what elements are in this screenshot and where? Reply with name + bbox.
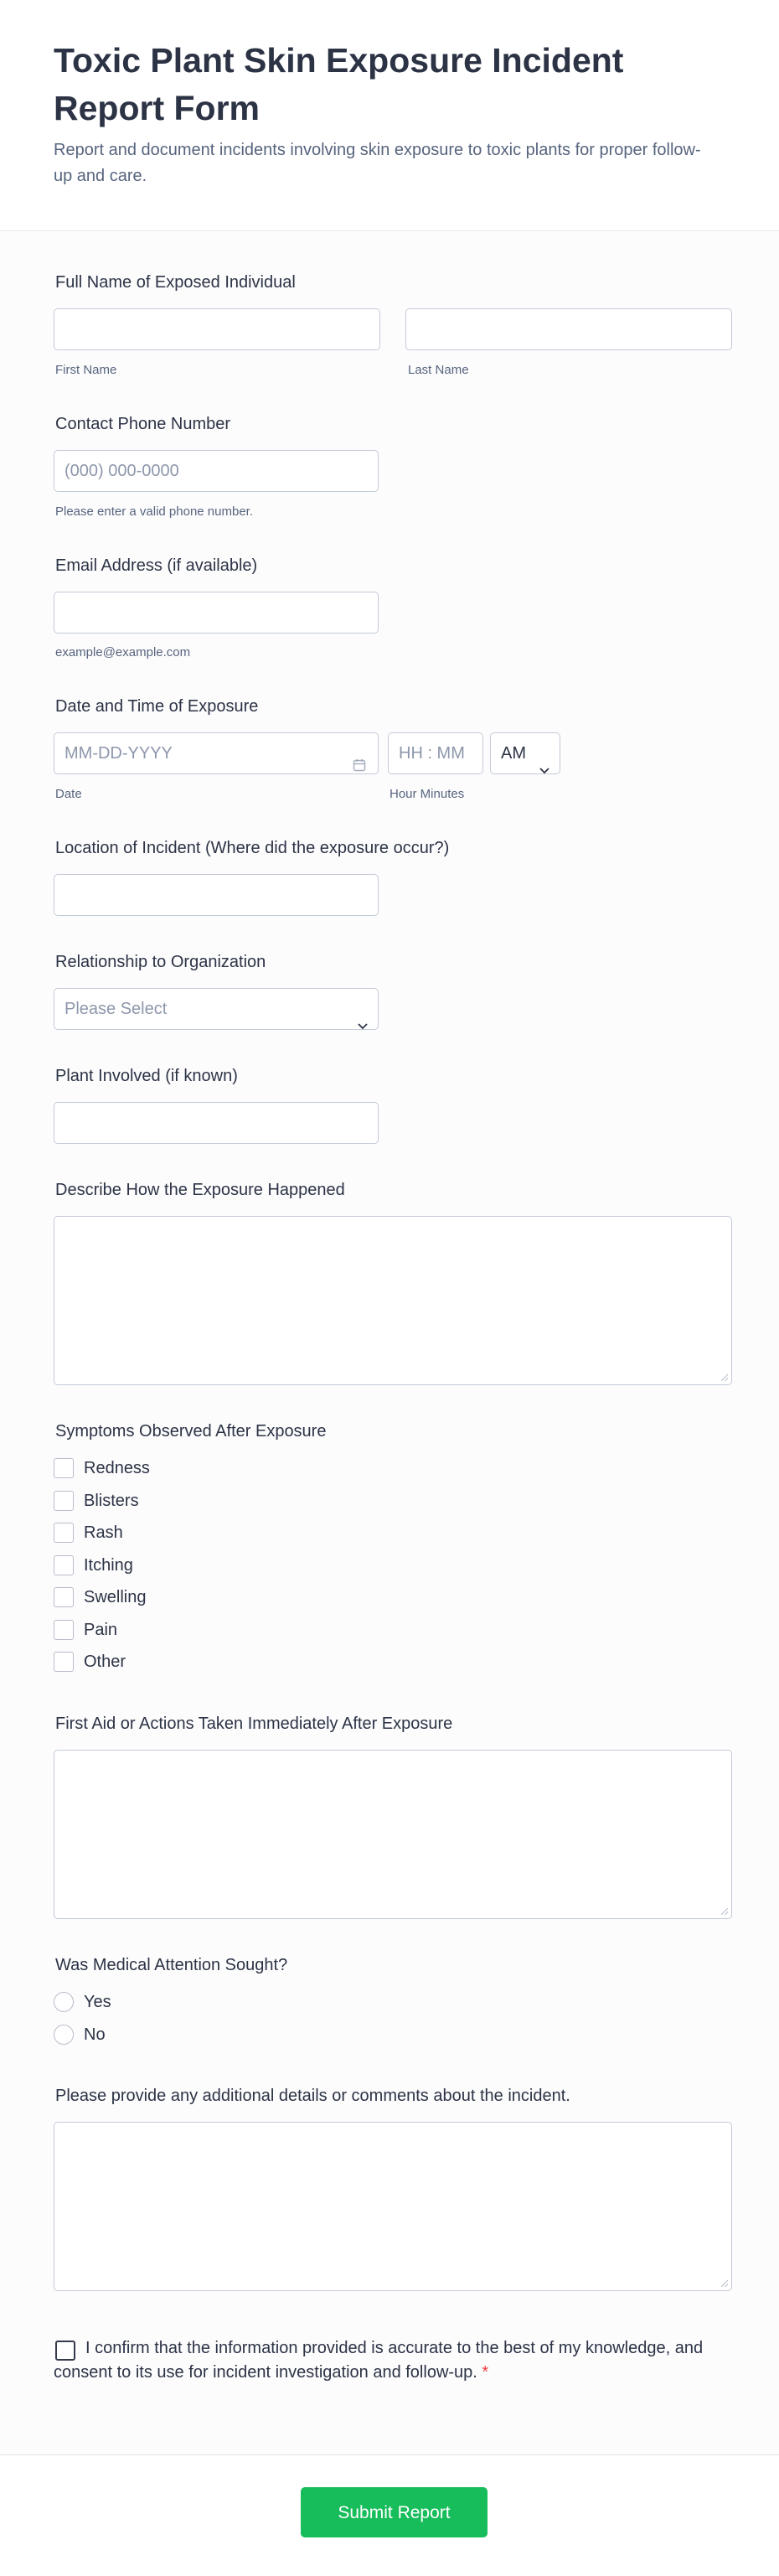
resize-handle-icon[interactable] — [721, 2280, 728, 2287]
checkbox[interactable] — [54, 1523, 74, 1543]
consent-text: I confirm that the information provided is accurate to the best of my knowledge, and consent to its use for incident investigation and follow-up. — [54, 2339, 704, 2382]
last-name-sublabel: Last Name — [408, 363, 469, 377]
datetime-label: Date and Time of Exposure — [55, 697, 259, 716]
checkbox[interactable] — [54, 1620, 74, 1640]
relationship-label: Relationship to Organization — [55, 953, 266, 971]
symptoms-label: Symptoms Observed After Exposure — [55, 1422, 327, 1441]
first-aid-label: First Aid or Actions Taken Immediately After Exposure — [55, 1715, 453, 1733]
ampm-select[interactable] — [490, 732, 560, 774]
radio-label: Yes — [84, 1993, 111, 2011]
symptom-label: Redness — [84, 1459, 150, 1477]
last-name-input[interactable] — [405, 308, 732, 350]
symptom-label: Blisters — [84, 1492, 139, 1510]
location-label: Location of Incident (Where did the exposure occur?) — [55, 839, 450, 857]
resize-handle-icon[interactable] — [721, 1374, 728, 1381]
symptom-label: Other — [84, 1653, 126, 1671]
medical-label: Was Medical Attention Sought? — [55, 1956, 288, 1974]
first-name-sublabel: First Name — [55, 363, 117, 377]
radio-label: No — [84, 2025, 106, 2044]
location-input[interactable] — [54, 874, 379, 916]
date-placeholder: MM-DD-YYYY — [64, 744, 173, 763]
time-sublabel: Hour Minutes — [390, 787, 465, 801]
plant-input[interactable] — [54, 1102, 379, 1144]
phone-label: Contact Phone Number — [55, 415, 231, 433]
submit-button[interactable]: Submit Report — [301, 2487, 488, 2537]
email-input[interactable] — [54, 592, 379, 634]
phone-hint: Please enter a valid phone number. — [55, 504, 253, 519]
symptom-label: Pain — [84, 1621, 118, 1639]
chevron-down-icon — [358, 1005, 368, 1011]
date-sublabel: Date — [55, 787, 82, 801]
checkbox[interactable] — [54, 1458, 74, 1478]
radio[interactable] — [54, 2025, 74, 2045]
email-hint: example@example.com — [55, 645, 191, 660]
first-aid-textarea[interactable] — [54, 1750, 732, 1919]
calendar-icon[interactable] — [353, 747, 366, 760]
time-input[interactable]: HH : MM — [388, 732, 483, 774]
comments-textarea[interactable] — [54, 2122, 732, 2291]
checkbox[interactable] — [54, 1652, 74, 1672]
resize-handle-icon[interactable] — [721, 1908, 728, 1915]
page-title: Toxic Plant Skin Exposure Incident Report Form — [54, 41, 624, 127]
relationship-select[interactable] — [54, 988, 379, 1030]
consent-label — [54, 2336, 707, 2385]
page-subtitle: Report and document incidents involving skin exposure to toxic plants for proper follow-up and care. — [54, 141, 701, 185]
date-input[interactable] — [54, 732, 379, 774]
description-textarea[interactable] — [54, 1216, 732, 1385]
checkbox[interactable] — [54, 1555, 74, 1575]
checkbox[interactable] — [54, 1491, 74, 1511]
checkbox[interactable] — [54, 1587, 74, 1607]
required-mark: * — [482, 2363, 489, 2382]
email-label: Email Address (if available) — [55, 556, 258, 575]
phone-input[interactable]: (000) 000-0000 — [54, 450, 379, 492]
symptom-label: Itching — [84, 1556, 133, 1575]
comments-label: Please provide any additional details or comments about the incident. — [55, 2087, 570, 2105]
plant-label: Plant Involved (if known) — [55, 1067, 238, 1085]
form-header — [0, 0, 779, 231]
first-name-input[interactable] — [54, 308, 380, 350]
chevron-down-icon — [539, 749, 549, 756]
symptom-label: Rash — [84, 1523, 123, 1542]
form-footer — [0, 2454, 779, 2576]
description-label: Describe How the Exposure Happened — [55, 1181, 345, 1199]
symptom-label: Swelling — [84, 1588, 147, 1606]
ampm-value: AM — [501, 744, 526, 763]
full-name-label: Full Name of Exposed Individual — [55, 273, 296, 292]
relationship-selected: Please Select — [64, 1000, 168, 1018]
radio[interactable] — [54, 1992, 74, 2012]
